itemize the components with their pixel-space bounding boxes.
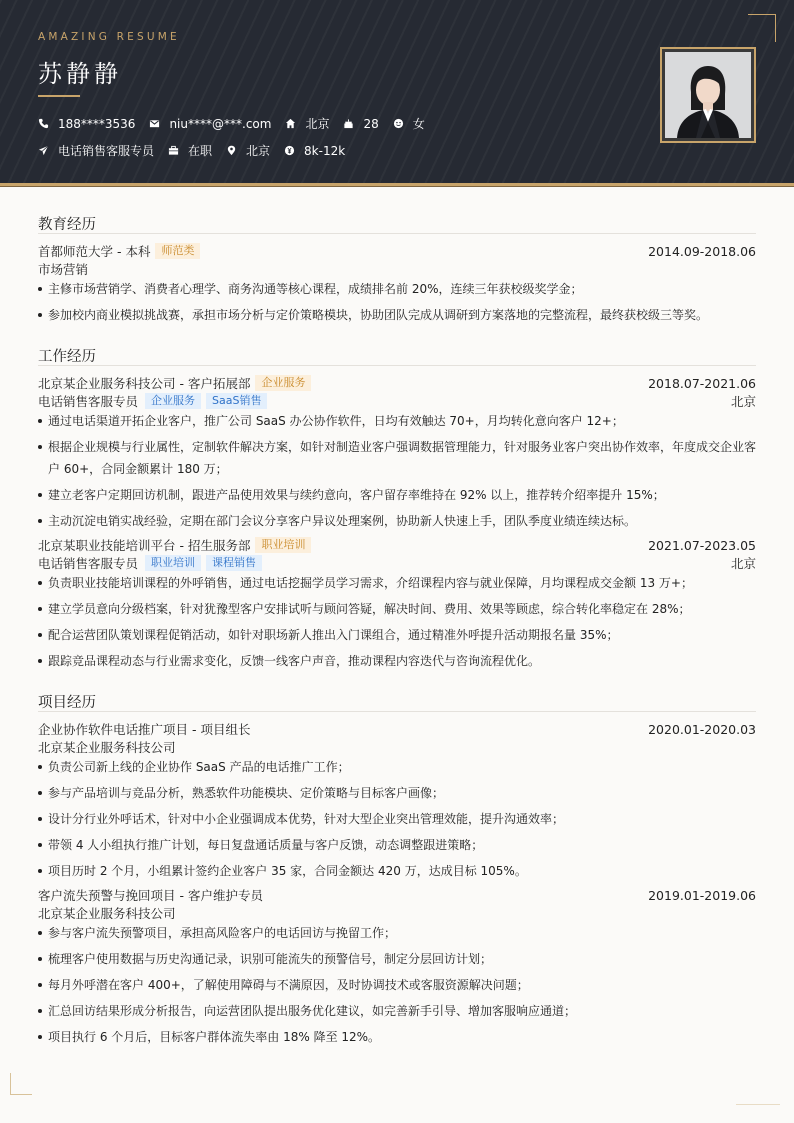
job-role: 电话销售客服专员: [38, 394, 139, 409]
job-bullet: 通过电话渠道开拓企业客户，推广公司 SaaS 办公协作软件，日均有效触达 70+，月均转化意向客户 12+；: [38, 410, 756, 432]
job-bullet: 负责职业技能培训课程的外呼销售，通过电话挖掘学员学习需求，介绍课程内容与就业保障，月均课程成交金额 13 万+；: [38, 572, 756, 594]
contact-city: [285, 115, 329, 132]
job-role-row: [38, 392, 756, 410]
education-school: 首都师范大学 - 本科: [38, 244, 151, 259]
intent-status: [168, 142, 212, 159]
project-org: 北京某企业服务科技公司: [38, 906, 176, 921]
job-bullet: 建立老客户定期回访机制，跟进产品使用效果与续约意向，客户留存率维持在 92% 以上，推荐转介绍率提升 15%；: [38, 484, 756, 506]
projects-section-title: 项目经历: [38, 695, 96, 711]
job-role-tag: 企业服务: [145, 393, 201, 409]
city-text: 北京: [305, 117, 330, 131]
contact-email: [149, 117, 271, 131]
gender-icon: [393, 118, 404, 129]
contact-phone: [38, 117, 135, 131]
education-tag: 师范类: [155, 243, 200, 259]
project-bullet: 项目历时 2 个月，小组累计签约企业客户 35 家，合同金额达 420 万，达成目标 105%。: [38, 860, 756, 882]
resume-header: [0, 0, 794, 183]
project-name: 客户流失预警与挽回项目 - 客户维护专员: [38, 888, 263, 903]
project-org: 北京某企业服务科技公司: [38, 740, 176, 755]
send-icon: [38, 145, 49, 156]
job-role-tag: SaaS销售: [206, 393, 267, 409]
job-header-row: [38, 536, 756, 554]
job-company: 北京某企业服务科技公司 - 客户拓展部: [38, 376, 251, 391]
project-date: 2020.01-2020.03: [648, 721, 756, 737]
corner-ornament: [736, 1104, 780, 1105]
position-text: 电话销售客服专员: [58, 144, 155, 158]
job-role-row: [38, 554, 756, 572]
salary-icon: [284, 145, 295, 156]
job-company-tag: 职业培训: [255, 537, 311, 553]
intent-row: [38, 142, 359, 159]
section-divider: [38, 233, 756, 234]
email-text: niu****@***.com: [169, 116, 272, 131]
corner-ornament: [748, 14, 776, 42]
job-role-tag: 课程销售: [206, 555, 262, 571]
name-underline: [38, 95, 80, 97]
project-org-row: [38, 904, 756, 922]
project-bullet: 参与产品培训与竞品分析，熟悉软件功能模块、定价策略与目标客户画像；: [38, 782, 756, 804]
intent-city: [226, 142, 270, 159]
resume-subtitle: AMAZING RESUME: [38, 31, 180, 43]
job-city: 北京: [730, 394, 756, 409]
mail-icon: [149, 118, 160, 129]
project-bullet: 梳理客户使用数据与历史沟通记录，识别可能流失的预警信号，制定分层回访计划；: [38, 948, 756, 970]
project-bullet: 带领 4 人小组执行推广计划，每日复盘通话质量与客户反馈，动态调整跟进策略；: [38, 834, 756, 856]
corner-ornament: [10, 1073, 32, 1095]
contact-age: [343, 117, 378, 131]
project-bullet: 负责公司新上线的企业协作 SaaS 产品的电话推广工作；: [38, 756, 756, 778]
phone-text: 188****3536: [58, 116, 136, 131]
job-city: 北京: [730, 556, 756, 571]
project-bullet: 每月外呼潜在客户 400+，了解使用障碍与不满原因，及时协调技术或客服资源解决问题；: [38, 974, 756, 996]
job-bullet: 配合运营团队策划课程促销活动，如针对职场新人推出入门课组合，通过精准外呼提升活动期报名量 35%；: [38, 624, 756, 646]
avatar: [665, 52, 751, 138]
cake-icon: [343, 118, 354, 129]
salary-text: 8k-12k: [304, 143, 346, 158]
job-bullet: 跟踪竞品课程动态与行业需求变化，反馈一线客户声音，推动课程内容迭代与咨询流程优化。: [38, 650, 756, 672]
job-company-tag: 企业服务: [255, 375, 311, 391]
intent-salary: [284, 144, 345, 158]
education-header-row: [38, 242, 756, 260]
project-bullet: 设计分行业外呼话术，针对中小企业强调成本优势，针对大型企业突出管理效能，提升沟通效率；: [38, 808, 756, 830]
job-role-tag: 职业培训: [145, 555, 201, 571]
briefcase-icon: [168, 145, 179, 156]
job-bullet: 主动沉淀电销实战经验，定期在部门会议分享客户异议处理案例，协助新人快速上手，团队季度业绩连续达标。: [38, 510, 756, 532]
job-bullet: 根据企业规模与行业属性，定制软件解决方案，如针对制造业客户强调数据管理能力，针对服务业客户突出协作效率，年度成交企业客户 60+，合同金额累计 180 万；: [38, 436, 756, 480]
job-date: 2021.07-2023.05: [648, 537, 756, 553]
candidate-name: 苏静静: [38, 60, 122, 88]
project-bullet: 汇总回访结果形成分析报告，向运营团队提出服务优化建议，如完善新手引导、增加客服响应通道；: [38, 1000, 756, 1022]
contact-gender: [393, 115, 425, 132]
profile-photo-frame: [660, 47, 756, 143]
project-bullet: 项目执行 6 个月后，目标客户群体流失率由 18% 降至 12%。: [38, 1026, 756, 1048]
home-icon: [285, 118, 296, 129]
header-divider: [0, 183, 794, 187]
education-section-title: 教育经历: [38, 217, 96, 233]
job-date: 2018.07-2021.06: [648, 375, 756, 391]
job-bullet: 建立学员意向分级档案，针对犹豫型客户安排试听与顾问答疑，解决时间、费用、效果等顾虑，综合转化率稳定在 28%；: [38, 598, 756, 620]
project-name: 企业协作软件电话推广项目 - 项目组长: [38, 722, 251, 737]
gender-text: 女: [412, 117, 425, 131]
education-major-row: [38, 260, 756, 278]
contact-row: [38, 115, 439, 132]
project-header-row: [38, 886, 756, 904]
project-org-row: [38, 738, 756, 756]
project-bullet: 参与客户流失预警项目，承担高风险客户的电话回访与挽留工作；: [38, 922, 756, 944]
education-major: 市场营销: [38, 262, 89, 277]
job-company: 北京某职业技能培训平台 - 招生服务部: [38, 538, 251, 553]
section-divider: [38, 711, 756, 712]
section-divider: [38, 365, 756, 366]
project-date: 2019.01-2019.06: [648, 887, 756, 903]
profile-photo: [665, 52, 751, 138]
phone-icon: [38, 118, 49, 129]
job-header-row: [38, 374, 756, 392]
education-bullet: 参加校内商业模拟挑战赛，承担市场分析与定价策略模块，协助团队完成从调研到方案落地的完整流程，最终获校级三等奖。: [38, 304, 756, 326]
location-icon: [226, 145, 237, 156]
work-section-title: 工作经历: [38, 349, 96, 365]
intent-city-text: 北京: [246, 144, 271, 158]
status-text: 在职: [188, 144, 213, 158]
education-date: 2014.09-2018.06: [648, 243, 756, 259]
intent-position: [38, 142, 154, 159]
age-text: 28: [363, 116, 379, 131]
education-bullet: 主修市场营销学、消费者心理学、商务沟通等核心课程，成绩排名前 20%，连续三年获校级奖学金；: [38, 278, 756, 300]
project-header-row: [38, 720, 756, 738]
job-role: 电话销售客服专员: [38, 556, 139, 571]
